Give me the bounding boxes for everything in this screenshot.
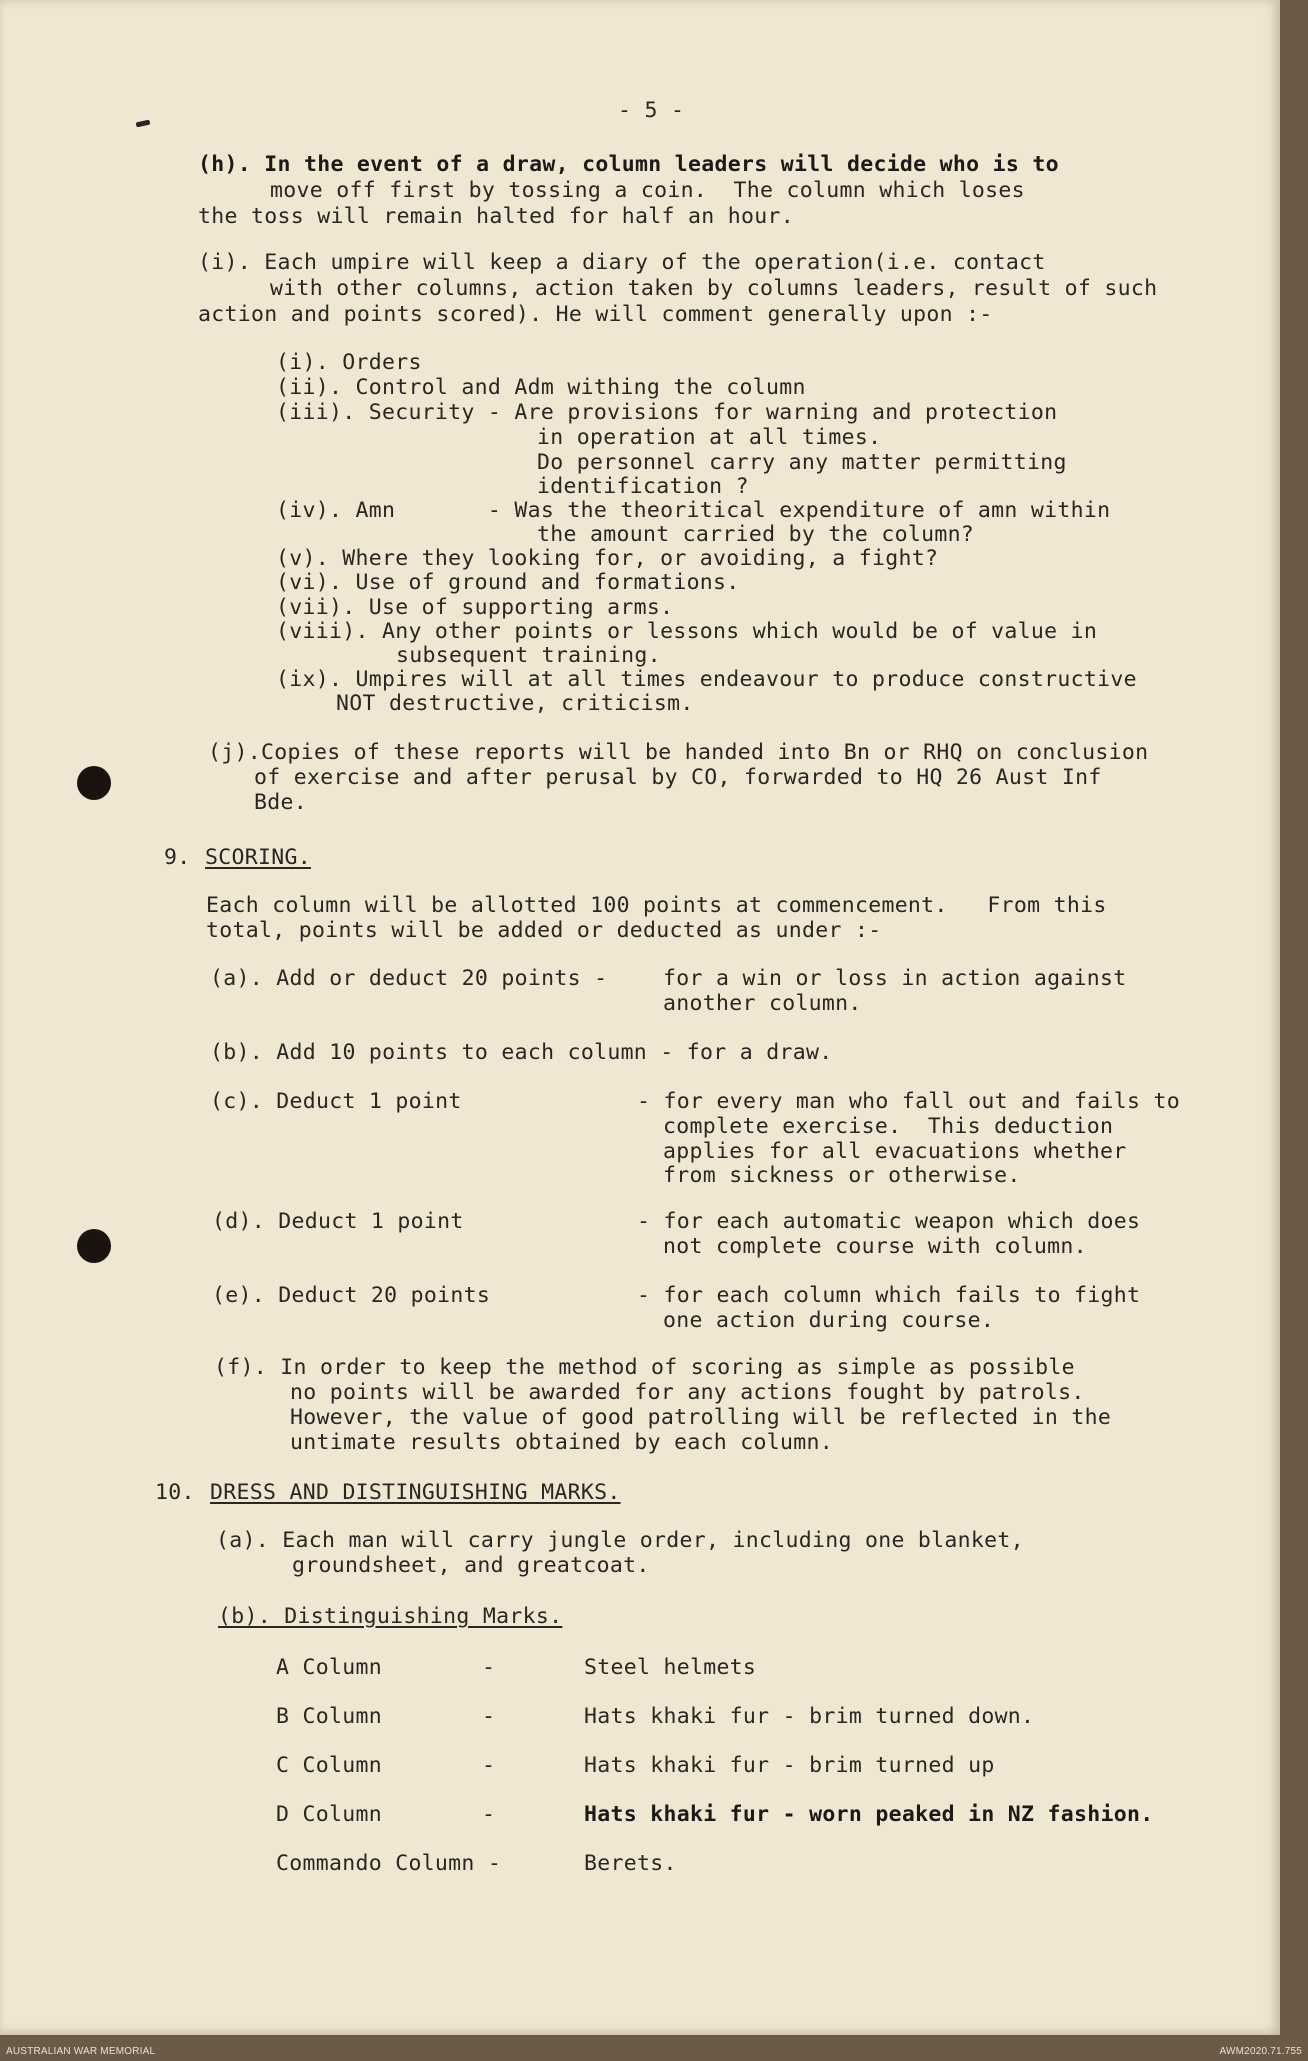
section-9-number: 9. (164, 845, 191, 870)
para-h-line-3: the toss will remain halted for half an hour. (198, 204, 794, 229)
rule-d-label: (d). Deduct 1 point (212, 1209, 464, 1234)
scoring-intro-line-1: Each column will be allotted 100 points at commencement. From this (206, 893, 1107, 918)
sub-item-ix: (ix). Umpires will at all times endeavour to produce constructive (276, 667, 1137, 692)
sub-item-viii-cont: subsequent training. (396, 643, 661, 668)
rule-b-label: (b). Add 10 points to each column - for a draw. (210, 1040, 833, 1065)
sub-item-ii: (ii). Control and Adm withing the column (276, 375, 806, 400)
mark-b-desc: Hats khaki fur - brim turned down. (584, 1704, 1035, 1729)
rule-e-label: (e). Deduct 20 points (212, 1283, 491, 1308)
mark-a-dash: - (482, 1655, 496, 1680)
para-j-line-1: (j).Copies of these reports will be handed into Bn or RHQ on conclusion (208, 740, 1149, 765)
rule-f-line-3: However, the value of good patrolling will be reflected in the (290, 1405, 1112, 1430)
dress-a-line-2: groundsheet, and greatcoat. (292, 1553, 650, 1578)
sub-item-iv: (iv). Amn - Was the theoritical expenditure of amn within (276, 498, 1111, 523)
sub-item-viii: (viii). Any other points or lessons which would be of value in (276, 619, 1098, 644)
footer-left: AUSTRALIAN WAR MEMORIAL (6, 2046, 156, 2057)
rule-d-text-1: - for each automatic weapon which does (637, 1209, 1141, 1234)
para-i-line-3: action and points scored). He will comment generally upon :- (198, 302, 993, 327)
sub-item-iii-cont-1: in operation at all times. (537, 425, 882, 450)
mark-d-desc: Hats khaki fur - worn peaked in NZ fashion. (584, 1802, 1154, 1827)
sub-item-iii: (iii). Security - Are provisions for warning and protection (276, 400, 1058, 425)
para-i-line-2: with other columns, action taken by columns leaders, result of such (270, 276, 1158, 301)
sub-item-iii-cont-3: identification ? (537, 474, 749, 499)
section-9-heading: SCORING. (205, 845, 311, 870)
rule-c-text-2: complete exercise. This deduction (663, 1114, 1114, 1139)
sub-item-i: (i). Orders (276, 350, 422, 375)
mark-b-column: B Column (276, 1704, 382, 1729)
page-number: - 5 - (618, 98, 685, 123)
punch-hole-upper (77, 766, 111, 800)
mark-a-column: A Column (276, 1655, 382, 1680)
mark-commando-column: Commando Column - (276, 1851, 502, 1876)
section-10-heading: DRESS AND DISTINGUISHING MARKS. (210, 1480, 621, 1505)
scoring-intro-line-2: total, points will be added or deducted as under :- (206, 918, 882, 943)
mark-commando-desc: Berets. (584, 1851, 677, 1876)
rule-c-text-3: applies for all evacuations whether (663, 1139, 1127, 1164)
rule-a-text-1: for a win or loss in action against (663, 966, 1127, 991)
sub-item-v: (v). Where they looking for, or avoiding, a fight? (276, 546, 939, 571)
mark-c-desc: Hats khaki fur - brim turned up (584, 1753, 995, 1778)
section-10-number: 10. (155, 1480, 195, 1505)
para-i-line-1: (i). Each umpire will keep a diary of the operation(i.e. contact (198, 250, 1046, 275)
rule-e-text-1: - for each column which fails to fight (637, 1283, 1141, 1308)
sub-item-iii-cont-2: Do personnel carry any matter permitting (537, 450, 1067, 475)
dress-a-line-1: (a). Each man will carry jungle order, including one blanket, (216, 1528, 1024, 1553)
rule-c-text-4: from sickness or otherwise. (663, 1163, 1021, 1188)
punch-hole-lower (77, 1229, 111, 1263)
para-j-line-3: Bde. (254, 790, 307, 815)
sub-item-iv-cont: the amount carried by the column? (537, 522, 975, 547)
rule-a-text-2: another column. (663, 991, 862, 1016)
rule-a-label: (a). Add or deduct 20 points - (210, 966, 608, 991)
mark-c-column: C Column (276, 1753, 382, 1778)
rule-f-line-4: untimate results obtained by each column. (290, 1430, 834, 1455)
rule-c-text-1: - for every man who fall out and fails to (637, 1089, 1181, 1114)
mark-d-column: D Column (276, 1802, 382, 1827)
para-j-line-2: of exercise and after perusal by CO, forwarded to HQ 26 Aust Inf (254, 765, 1102, 790)
rule-e-text-2: one action during course. (663, 1308, 995, 1333)
para-h-line-2: move off first by tossing a coin. The column which loses (270, 178, 1025, 203)
sub-item-ix-cont: NOT destructive, criticism. (336, 691, 694, 716)
para-h-line-1: (h). In the event of a draw, column leaders will decide who is to (198, 152, 1059, 177)
rule-c-label: (c). Deduct 1 point (210, 1089, 462, 1114)
rule-d-text-2: not complete course with column. (663, 1234, 1087, 1259)
rule-f-line-2: no points will be awarded for any actions fought by patrols. (290, 1380, 1085, 1405)
sub-item-vi: (vi). Use of ground and formations. (276, 570, 740, 595)
footer-right: AWM2020.71.755 (1219, 2046, 1302, 2057)
pin-mark (136, 120, 151, 128)
mark-a-desc: Steel helmets (584, 1655, 757, 1680)
sub-item-vii: (vii). Use of supporting arms. (276, 595, 674, 620)
mark-c-dash: - (482, 1753, 496, 1778)
rule-f-line-1: (f). In order to keep the method of scoring as simple as possible (214, 1355, 1075, 1380)
mark-d-dash: - (482, 1802, 496, 1827)
mark-b-dash: - (482, 1704, 496, 1729)
dress-b-heading: (b). Distinguishing Marks. (218, 1604, 563, 1629)
